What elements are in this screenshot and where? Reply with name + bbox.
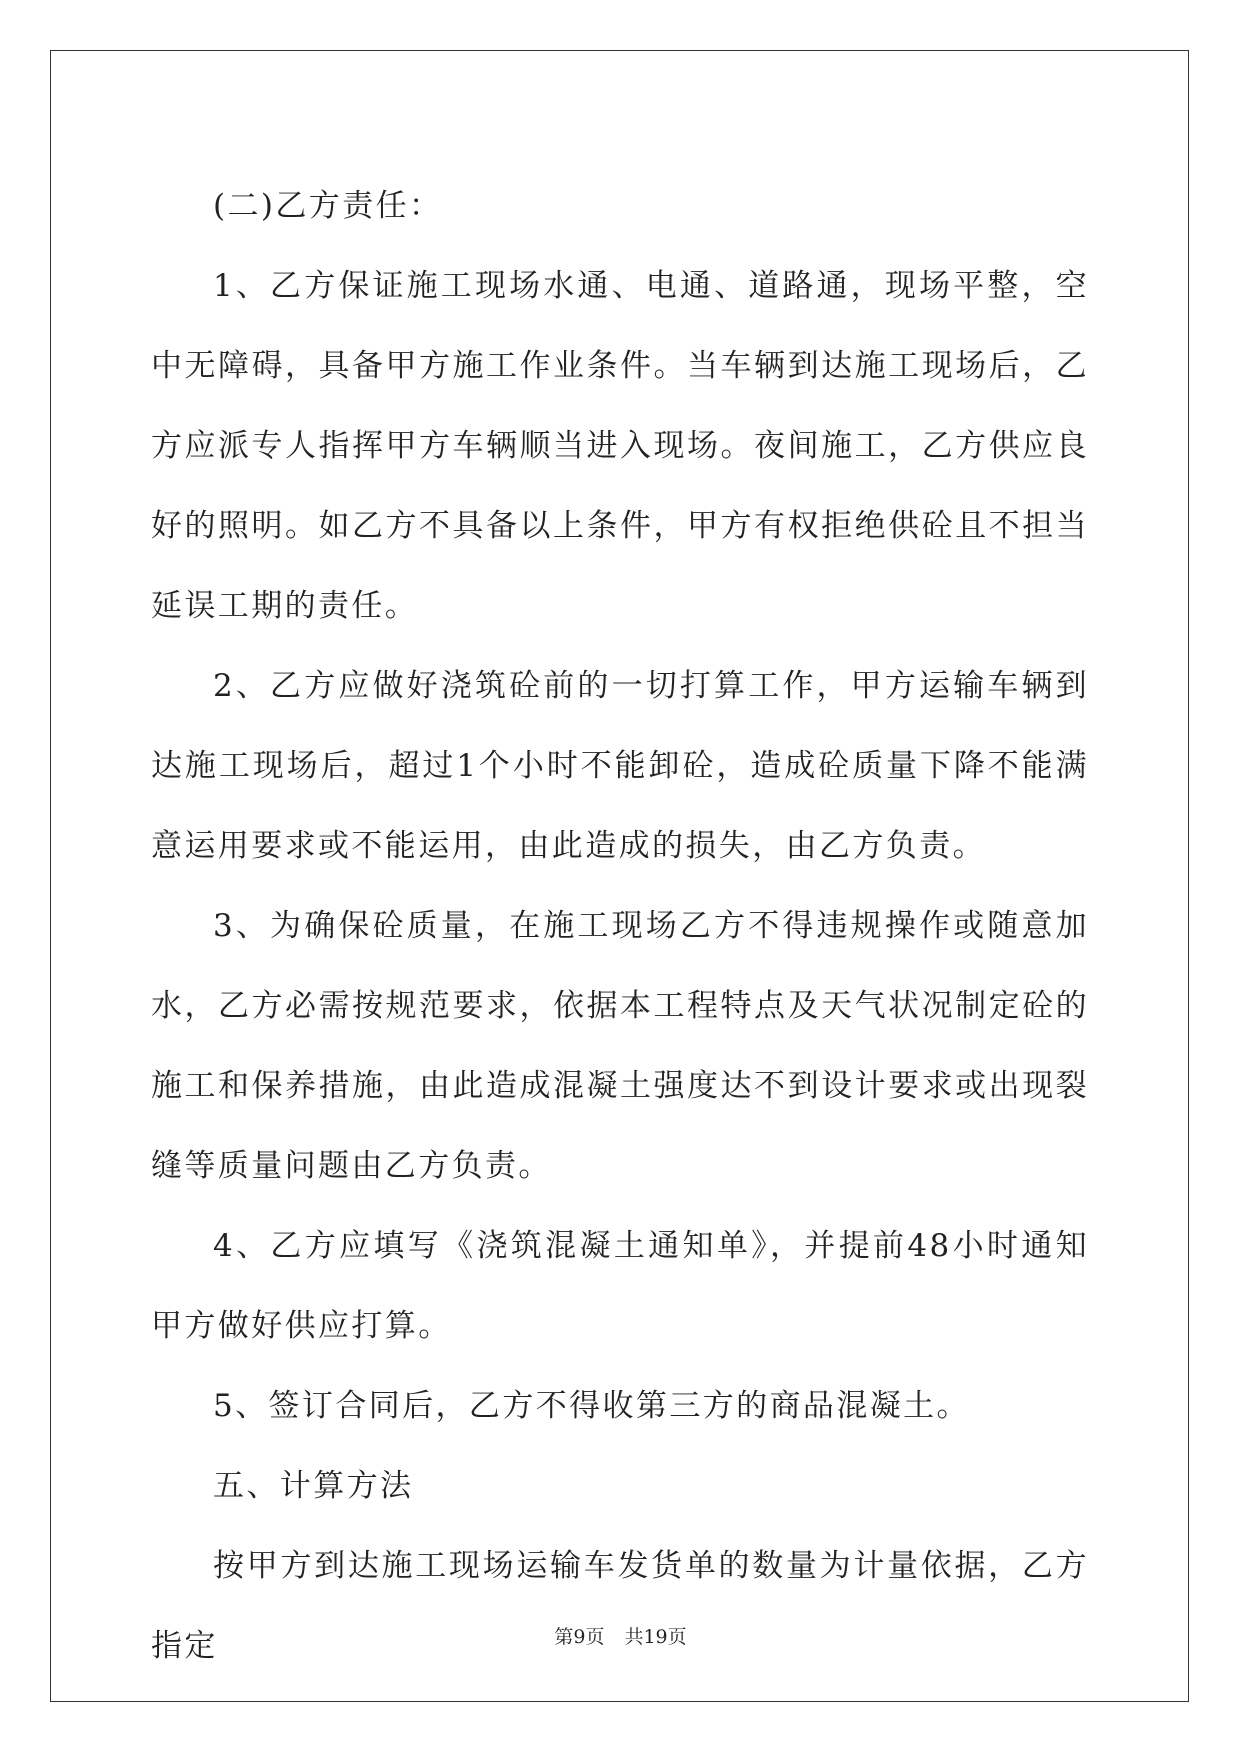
- paragraph-item-2: 2、乙方应做好浇筑砼前的一切打算工作，甲方运输车辆到达施工现场后，超过1个小时不能卸砼，造成砼质量下降不能满意运用要求或不能运用，由此造成的损失，由乙方负责。: [151, 668, 1089, 864]
- paragraph-item-3: 3、为确保砼质量，在施工现场乙方不得违规操作或随意加水，乙方必需按规范要求，依据本工程特点及天气状况制定砼的施工和保养措施，由此造成混凝土强度达不到设计要求或出现裂缝等质量问题由乙方负责。: [151, 908, 1089, 1184]
- document-body: [151, 166, 1089, 1686]
- paragraph-item-1: 1、乙方保证施工现场水通、电通、道路通，现场平整，空中无障碍，具备甲方施工作业条件。当车辆到达施工现场后，乙方应派专人指挥甲方车辆顺当进入现场。夜间施工，乙方供应良好的照明。如乙方不具备以上条件，甲方有权拒绝供砼且不担当延误工期的责任。: [151, 268, 1089, 624]
- section-heading-calculation: 五、计算方法: [213, 1468, 414, 1504]
- page-number: 第9页: [554, 1626, 605, 1648]
- paragraph-calculation: 按甲方到达施工现场运输车发货单的数量为计量依据，乙方指定: [151, 1548, 1089, 1664]
- paragraph-item-4: 4、乙方应填写《浇筑混凝土通知单》，并提前48小时通知甲方做好供应打算。: [151, 1228, 1089, 1344]
- page-footer: [0, 1622, 1241, 1649]
- page-total: 共19页: [624, 1626, 687, 1648]
- paragraph-item-5: 5、签订合同后，乙方不得收第三方的商品混凝土。: [213, 1388, 970, 1424]
- section-heading-party-b-duties: (二)乙方责任：: [213, 188, 443, 224]
